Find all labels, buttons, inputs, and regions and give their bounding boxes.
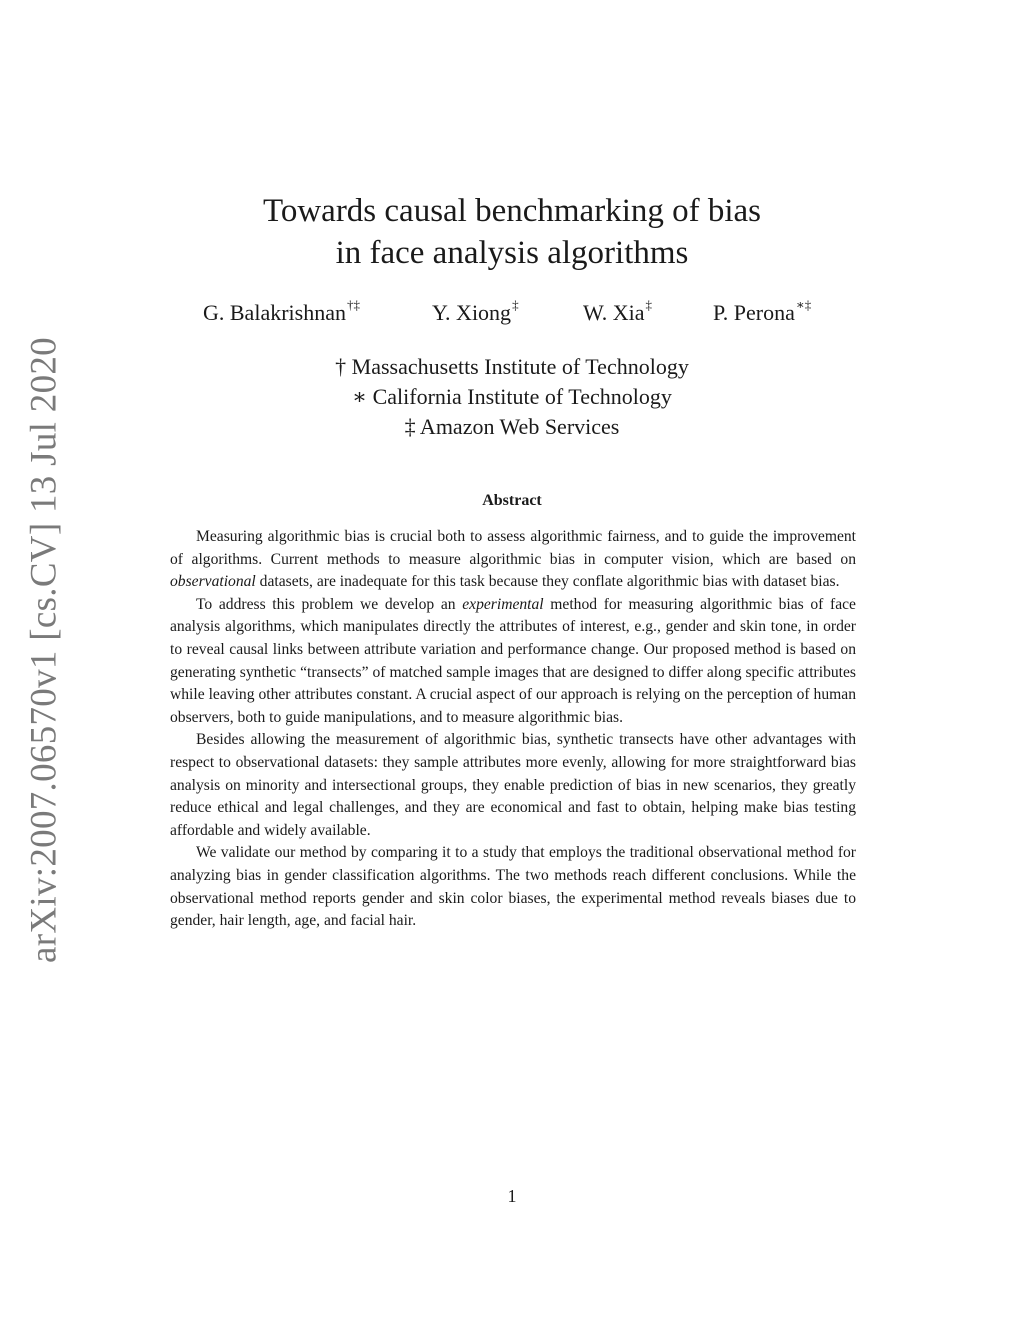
affiliations (0, 352, 1024, 442)
abstract-paragraph-3: Besides allowing the measurement of algorithmic bias, synthetic transects have other advantages with respect to observational datasets: they sample attributes more evenly, allowing for more straightforward bias analysis on minority and intersectional groups, they enable prediction of bias in new scenarios, they greatly reduce ethical and legal challenges, and they are economical and fast to obtain, helping make bias testing affordable and widely available. (170, 731, 856, 839)
title-line-2: in face analysis algorithms (335, 235, 689, 271)
affiliation-mit: † Massachusetts Institute of Technology (335, 354, 689, 379)
abstract-heading: Abstract (482, 492, 542, 509)
author-list (0, 297, 1024, 334)
abstract-paragraph-4: We validate our method by comparing it to a study that employs the traditional observational method for analyzing bias in gender classification algorithms. The two methods reach different conclusions. While the observational method reports gender and skin color biases, the experimental method reveals biases due to gender, hair length, age, and facial hair. (170, 844, 856, 930)
page-number: 1 (507, 1186, 517, 1206)
abstract-paragraph-1: Measuring algorithmic bias is crucial both to assess algorithmic fairness, and to guide the improvement of algorithms. Current methods to measure algorithmic bias in computer vision, which are based on observational datasets, are inadequate for this task because they conflate algorithmic bias with dataset bias. (170, 528, 856, 591)
author-xia: W. Xia‡ (583, 297, 653, 325)
arxiv-identifier-stamp: arXiv:2007.06570v1 [cs.CV] 13 Jul 2020 (23, 337, 65, 963)
title-line-1: Towards causal benchmarking of bias (262, 193, 762, 229)
abstract-paragraph-2: To address this problem we develop an experimental method for measuring algorithmic bias of face analysis algorithms, which manipulates directly the attributes of interest, e.g., gender and skin tone, in order to reveal causal links between attribute variation and performance change. Our proposed method is based on generating synthetic “transects” of matched sample images that are designed to differ along specific attributes while leaving other attributes constant. A crucial aspect of our approach is relying on the perception of human observers, both to guide manipulations, and to measure algorithmic bias. (170, 595, 856, 726)
author-perona: P. Perona∗‡ (713, 297, 812, 325)
paper-title (0, 190, 1024, 274)
affiliation-aws: ‡ Amazon Web Services (404, 414, 620, 439)
author-xiong: Y. Xiong‡ (432, 297, 519, 325)
author-balakrishnan: G. Balakrishnan†‡ (203, 297, 360, 325)
affiliation-caltech: ∗ California Institute of Technology (352, 384, 672, 409)
abstract-body (170, 526, 856, 933)
